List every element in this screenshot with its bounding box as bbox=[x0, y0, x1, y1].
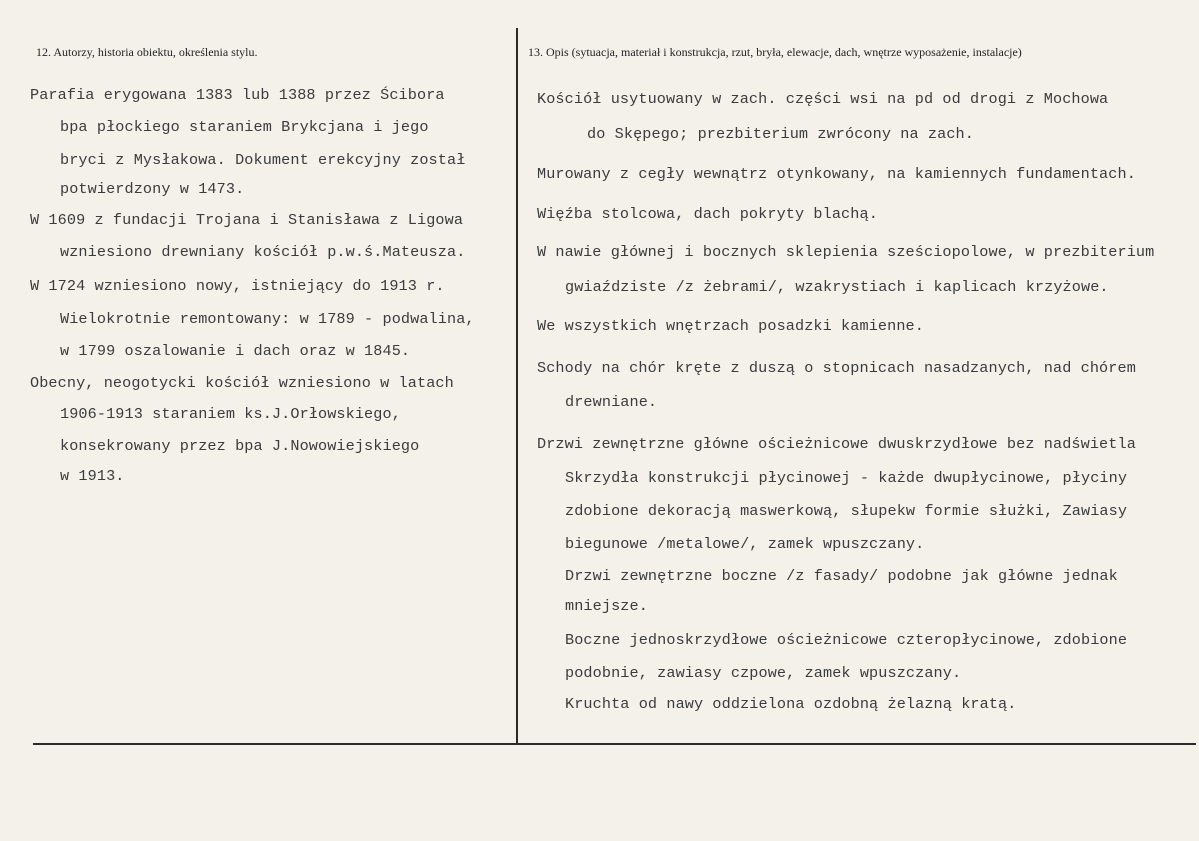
history-line: w 1913. bbox=[60, 467, 125, 485]
history-line: 1906-1913 staraniem ks.J.Orłowskiego, bbox=[60, 405, 401, 423]
column-divider bbox=[516, 28, 518, 744]
history-line: Obecny, neogotycki kościół wzniesiono w latach bbox=[30, 374, 454, 392]
description-line: mniejsze. bbox=[565, 597, 648, 615]
description-line: zdobione dekoracją maswerkową, słupekw formie służki, Zawiasy bbox=[565, 502, 1128, 520]
description-line: Skrzydła konstrukcji płycinowej - każde dwupłycinowe, płyciny bbox=[565, 469, 1128, 487]
history-line: W 1609 z fundacji Trojana i Stanisława z Ligowa bbox=[30, 211, 464, 229]
description-line: do Skępego; prezbiterium zwrócony na zach. bbox=[587, 125, 974, 143]
description-line: biegunowe /metalowe/, zamek wpuszczany. bbox=[565, 535, 925, 553]
history-line: bpa płockiego staraniem Brykcjana i jego bbox=[60, 118, 429, 136]
history-line: konsekrowany przez bpa J.Nowowiejskiego bbox=[60, 437, 420, 455]
description-line: podobnie, zawiasy czpowe, zamek wpuszczany. bbox=[565, 664, 962, 682]
history-line: W 1724 wzniesiono nowy, istniejący do 1913 r. bbox=[30, 277, 445, 295]
history-line: bryci z Mysłakowa. Dokument erekcyjny został bbox=[60, 151, 466, 169]
description-line: We wszystkich wnętrzach posadzki kamienne. bbox=[537, 317, 924, 335]
description-line: drewniane. bbox=[565, 393, 658, 411]
description-line: Murowany z cegły wewnątrz otynkowany, na kamiennych fundamentach. bbox=[537, 165, 1136, 183]
description-line: gwiaździste /z żebrami/, wzakrystiach i kaplicach krzyżowe. bbox=[565, 278, 1109, 296]
history-line: w 1799 oszalowanie i dach oraz w 1845. bbox=[60, 342, 411, 360]
description-line: Drzwi zewnętrzne główne ościeżnicowe dwuskrzydłowe bez nadświetla bbox=[537, 435, 1136, 453]
description-line: Kruchta od nawy oddzielona ozdobną żelazną kratą. bbox=[565, 695, 1017, 713]
history-line: wzniesiono drewniany kościół p.w.ś.Mateusza. bbox=[60, 243, 466, 261]
description-line: Kościół usytuowany w zach. części wsi na pd od drogi z Mochowa bbox=[537, 90, 1109, 108]
history-line: Wielokrotnie remontowany: w 1789 - podwalina, bbox=[60, 310, 475, 328]
description-line: W nawie głównej i bocznych sklepienia sześciopolowe, w prezbiterium bbox=[537, 243, 1155, 261]
description-line: Schody na chór kręte z duszą o stopnicach nasadzanych, nad chórem bbox=[537, 359, 1136, 377]
history-line: Parafia erygowana 1383 lub 1388 przez Ścibora bbox=[30, 86, 445, 104]
description-line: Więźba stolcowa, dach pokryty blachą. bbox=[537, 205, 878, 223]
section-13-header: 13. Opis (sytuacja, materiał i konstrukcja, rzut, bryła, elewacje, dach, wnętrze wyposażenie, instalacje) bbox=[528, 45, 1022, 59]
description-line: Boczne jednoskrzydłowe ościeżnicowe czteropłycinowe, zdobione bbox=[565, 631, 1128, 649]
section-12-header: 12. Autorzy, historia obiektu, określenia stylu. bbox=[36, 45, 258, 59]
description-line: Drzwi zewnętrzne boczne /z fasady/ podobne jak główne jednak bbox=[565, 567, 1118, 585]
bottom-rule bbox=[33, 743, 1196, 745]
history-line: potwierdzony w 1473. bbox=[60, 180, 245, 198]
